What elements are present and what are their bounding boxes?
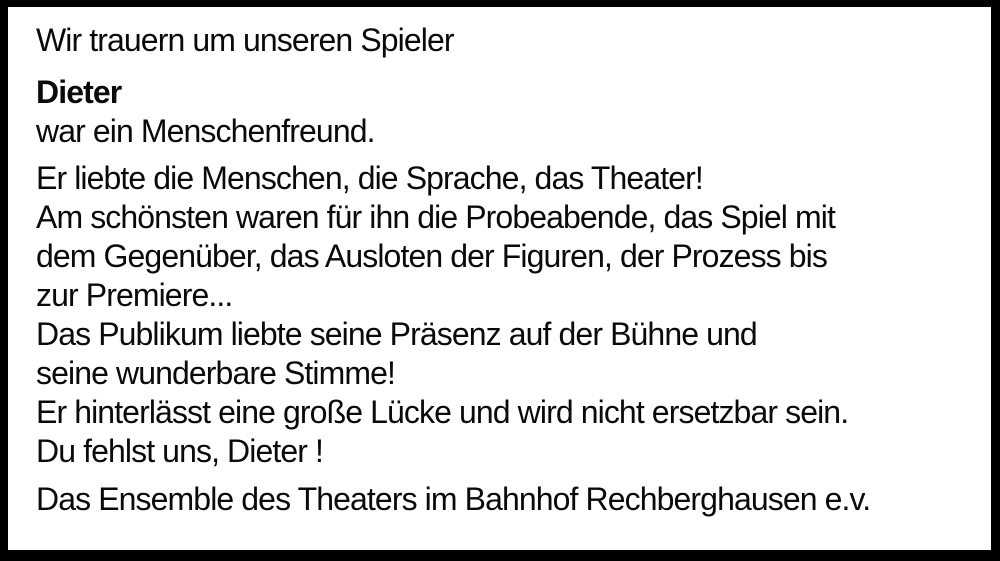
subtitle-line: war ein Menschenfreund. — [36, 113, 375, 149]
body-text — [36, 159, 985, 471]
body-line: Er hinterlässt eine große Lücke und wird nicht ersetzbar sein. — [36, 394, 849, 430]
body-line: Du fehlst uns, Dieter ! — [36, 433, 323, 469]
body-line: Er liebte die Menschen, die Sprache, das Theater! — [36, 160, 703, 196]
body-line: seine wunderbare Stimme! — [36, 355, 396, 391]
body-line: zur Premiere... — [36, 277, 233, 313]
body-line: dem Gegenüber, das Ausloten der Figuren, der Prozess bis — [36, 238, 827, 274]
signature-line: Das Ensemble des Theaters im Bahnhof Rechberghausen e.v. — [36, 481, 871, 517]
obituary-notice — [8, 7, 991, 550]
deceased-name: Dieter — [36, 74, 122, 110]
intro-line: Wir trauern um unseren Spieler — [36, 22, 454, 58]
body-line: Am schönsten waren für ihn die Probeabende, das Spiel mit — [36, 199, 835, 235]
body-line: Das Publikum liebte seine Präsenz auf der Bühne und — [36, 316, 757, 352]
